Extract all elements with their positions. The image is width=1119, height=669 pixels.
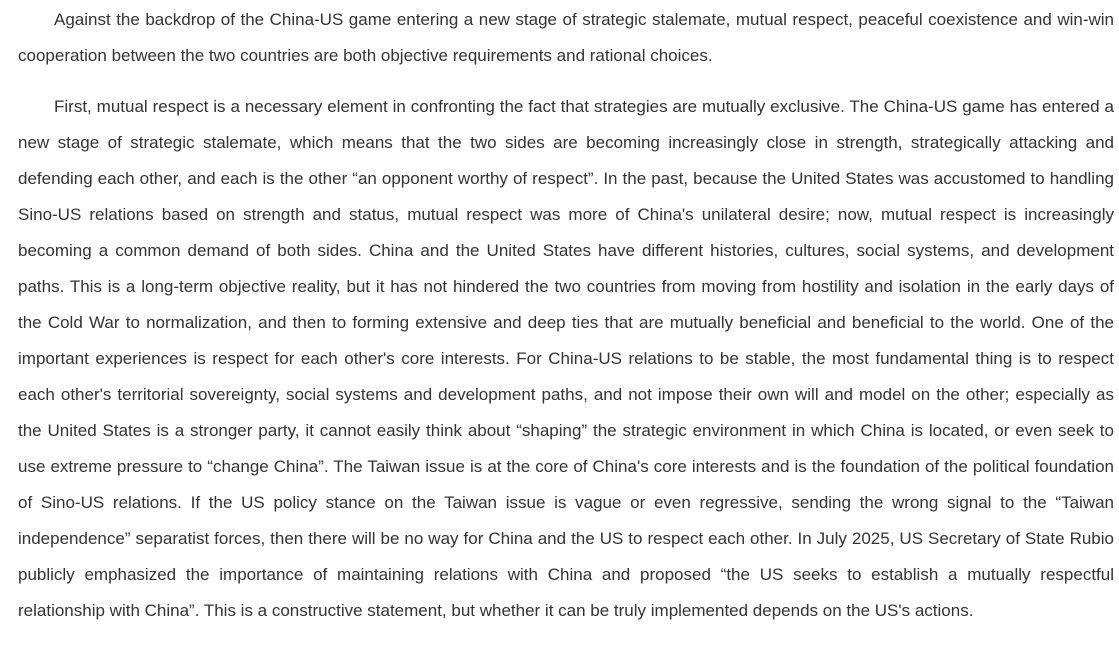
article-paragraph-mutual-respect: First, mutual respect is a necessary element in confronting the fact that strategies are mutually exclusive. The China-US game has entered a new stage of strategic stalemate, which means that the two sides are becoming increasingly close in strength, strategically attacking and defending each other, and each is the other “an opponent worthy of respect”. In the past, because the United States was accustomed to handling Sino-US relations based on strength and status, mutual respect was more of China's unilateral desire; now, mutual respect is increasingly becoming a common demand of both sides. China and the United States have different histories, cultures, social systems, and development paths. This is a long-term objective reality, but it has not hindered the two countries from moving from hostility and isolation in the early days of the Cold War to normalization, and then to forming extensive and deep ties that are mutually beneficial and beneficial to the world. One of the important experiences is respect for each other's core interests. For China-US relations to be stable, the most fundamental thing is to respect each other's territorial sovereignty, social systems and development paths, and not impose their own will and model on the other; especially as the United States is a stronger party, it cannot easily think about “shaping” the strategic environment in which China is located, or even seek to use extreme pressure to “change China”. The Taiwan issue is at the core of China's core interests and is the foundation of the political foundation of Sino-US relations. If the US policy stance on the Taiwan issue is vague or even regressive, sending the wrong signal to the “Taiwan independence” separatist forces, then there will be no way for China and the US to respect each other. In July 2025, US Secretary of State Rubio publicly emphasized the importance of maintaining relations with China and proposed “the US seeks to establish a mutually respectful relationship with China”. This is a constructive statement, but whether it can be truly implemented depends on the US's actions.	[18, 97, 1114, 620]
article-paragraph-intro: Against the backdrop of the China-US game entering a new stage of strategic stalemate, mutual respect, peaceful coexistence and win-win cooperation between the two countries are both objective requirements and rational choices.	[18, 10, 1114, 65]
article-body	[18, 2, 1114, 629]
